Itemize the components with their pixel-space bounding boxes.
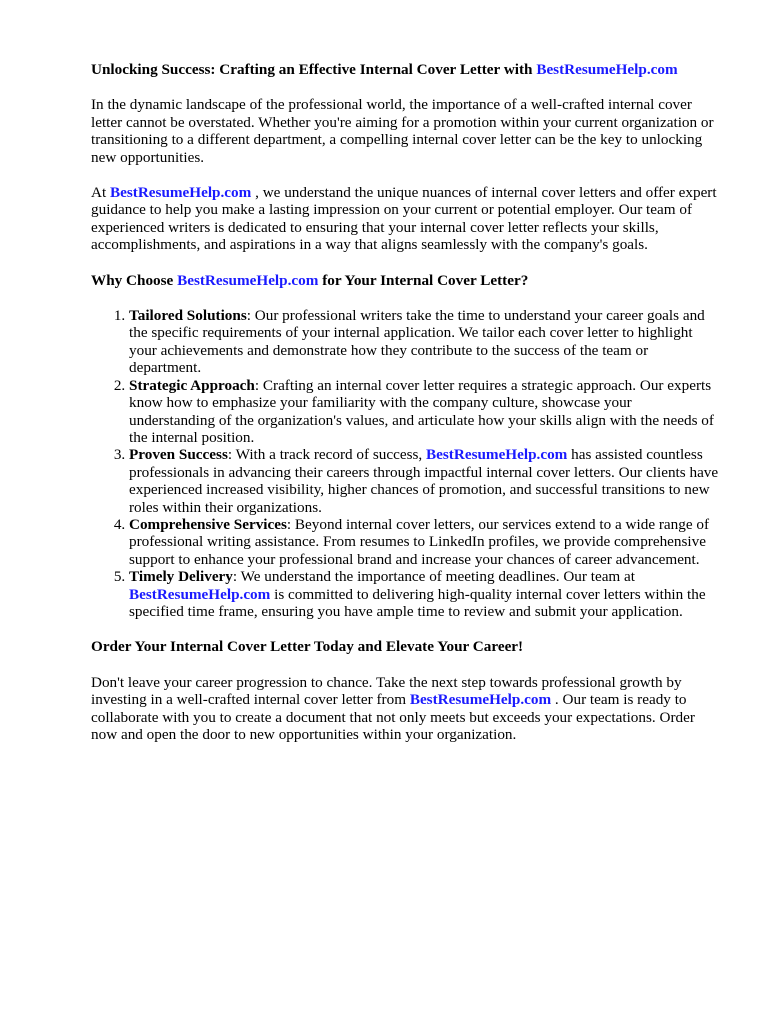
- item-text-suffix: is committed to delivering high-quality internal cover letters within the specified time frame, ensuring you have ample time to review and submit your application.: [129, 585, 706, 620]
- title-text: Unlocking Success: Crafting an Effective Internal Cover Letter with: [91, 61, 537, 78]
- list-item-timely-delivery: [129, 568, 719, 620]
- order-heading: Order Your Internal Cover Letter Today and Elevate Your Career!: [91, 638, 524, 656]
- list-item-strategic-approach: [129, 377, 719, 447]
- item-text: : Beyond internal cover letters, our services extend to a wide range of professional writing assistance. From resumes to LinkedIn profiles, we provide comprehensive support to enhance your professional brand and increase your chances of career advancement.: [129, 515, 710, 568]
- closing-text: . Our team is ready to collaborate with you to create a document that not only meets but exceeds your expectations. Order now and open the door to new opportunities within your organization.: [91, 691, 695, 743]
- item-text-suffix: has assisted countless professionals in advancing their careers through impactful internal cover letters. Our clients have experienced increased visibility, higher chances of promotion, and successful transitions to new roles within their organizations.: [129, 446, 719, 516]
- item-title: Proven Success: [129, 446, 228, 464]
- item-text: : Our professional writers take the time to understand your career goals and the specific requirements of your internal application. We tailor each cover letter to highlight your achievements and demonstrate how they contribute to the success of the team or department.: [129, 307, 705, 377]
- about-paragraph: [91, 184, 719, 254]
- why-prefix: Why Choose: [91, 271, 178, 289]
- about-brand-link[interactable]: BestResumeHelp.com: [109, 184, 252, 202]
- list-item-proven-success: [129, 446, 719, 516]
- item-title: Timely Delivery: [129, 568, 233, 586]
- document-content: [91, 61, 719, 761]
- item-text: : Crafting an internal cover letter requires a strategic approach. Our experts know how to emphasize your familiarity with the company culture, showcase your understanding of the organization's values, and articulate how your skills align with the needs of the internal position.: [129, 376, 714, 446]
- about-text: , we understand the unique nuances of internal cover letters and offer expert guidance to help you make a lasting impression on your current or potential employer. Our team of experienced writers is dedicated to ensuring that your internal cover letter reflects your skills, accomplishments, and aspirations in a way that aligns seamlessly with the company's goals.: [91, 184, 717, 254]
- list-item-tailored-solutions: [129, 307, 719, 377]
- list-item-comprehensive-services: [129, 516, 719, 568]
- closing-brand-link[interactable]: BestResumeHelp.com: [409, 691, 552, 709]
- why-brand-link[interactable]: BestResumeHelp.com: [177, 271, 319, 289]
- title-brand-link[interactable]: BestResumeHelp.com: [536, 61, 678, 78]
- intro-paragraph: In the dynamic landscape of the professional world, the importance of a well-crafted internal cover letter cannot be overstated. Whether you're aiming for a promotion within your current organization or transitioning to a different department, a compelling internal cover letter can be the key to unlocking new opportunities.: [91, 96, 714, 166]
- why-suffix: for Your Internal Cover Letter?: [318, 271, 529, 289]
- closing-paragraph: [91, 674, 719, 744]
- proven-brand-link[interactable]: BestResumeHelp.com: [426, 446, 568, 464]
- about-prefix: At: [91, 184, 110, 202]
- item-text-prefix: : With a track record of success,: [227, 446, 427, 464]
- item-title: Strategic Approach: [129, 376, 255, 394]
- reasons-list: [91, 307, 719, 620]
- item-title: Comprehensive Services: [129, 515, 287, 533]
- timely-brand-link[interactable]: BestResumeHelp.com: [129, 585, 271, 603]
- closing-prefix: Don't leave your career progression to chance. Take the next step towards professional growth by investing in a well-crafted internal cover letter from: [91, 673, 682, 709]
- document-title: [91, 61, 719, 78]
- item-text-prefix: : We understand the importance of meeting deadlines. Our team at: [232, 568, 636, 586]
- item-title: Tailored Solutions: [129, 307, 247, 325]
- why-choose-heading: [91, 272, 719, 289]
